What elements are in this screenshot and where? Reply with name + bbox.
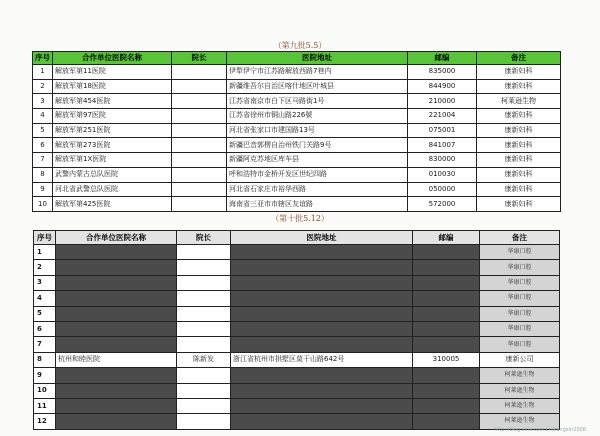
table-row	[33, 79, 561, 94]
row-note: 柯莱逊生物	[480, 398, 560, 413]
table-row	[34, 321, 560, 336]
hospital-address	[231, 245, 413, 260]
row-number: 9	[34, 368, 56, 383]
hospital-address	[231, 414, 413, 429]
hospital-name: 解放军第425医院	[53, 197, 172, 212]
hospital-name: 解放军第11医院	[53, 65, 172, 80]
hospital-name: 解放军第454医院	[53, 94, 172, 109]
row-note: 康新妇科	[477, 167, 561, 182]
hospital-address	[231, 337, 413, 352]
hospital-name	[56, 398, 177, 413]
postal-code	[413, 383, 480, 398]
postal-code	[413, 306, 480, 321]
row-note: 康新妇科	[477, 153, 561, 168]
director-name	[177, 275, 231, 290]
hospital-address	[231, 398, 413, 413]
hospital-address	[231, 275, 413, 290]
row-number: 3	[33, 94, 53, 109]
header-address: 医院地址	[231, 231, 413, 245]
row-number: 9	[33, 182, 53, 197]
row-note: 华康口腔	[480, 260, 560, 275]
director-name	[177, 414, 231, 429]
postal-code	[413, 291, 480, 306]
row-note: 华康口腔	[480, 306, 560, 321]
batch10-table	[33, 230, 560, 430]
hospital-name	[56, 337, 177, 352]
postal-code	[413, 245, 480, 260]
row-note: 华康口腔	[480, 275, 560, 290]
row-number: 6	[33, 138, 53, 153]
director-name	[177, 383, 231, 398]
hospital-address	[231, 383, 413, 398]
row-note: 华康口腔	[480, 245, 560, 260]
postal-code: 210000	[408, 94, 477, 109]
hospital-name	[56, 383, 177, 398]
batch10-header-row	[34, 231, 560, 245]
hospital-name	[56, 291, 177, 306]
row-note: 康新妇科	[477, 65, 561, 80]
header-hospital-name: 合作单位医院名称	[53, 52, 172, 65]
postal-code: 835000	[408, 65, 477, 80]
hospital-name: 河北省武警总队医院	[53, 182, 172, 197]
director-name	[177, 291, 231, 306]
table-row	[33, 123, 561, 138]
batch10-title: （第十批5.12）	[271, 214, 329, 223]
hospital-address	[231, 291, 413, 306]
postal-code: 830000	[408, 153, 477, 168]
hospital-name: 解放军第273医院	[53, 138, 172, 153]
hospital-address: 浙江省杭州市拱墅区莫干山路642号	[231, 352, 413, 367]
batch9-header-row	[33, 52, 561, 65]
header-director: 院长	[177, 231, 231, 245]
hospital-name	[56, 245, 177, 260]
row-number: 1	[33, 65, 53, 80]
row-note: 华康口腔	[480, 291, 560, 306]
director-name	[177, 321, 231, 336]
header-note: 备注	[480, 231, 560, 245]
batch9-table	[32, 51, 561, 212]
hospital-address: 河北省张家口市建国路13号	[227, 123, 408, 138]
director-name: 陈新发	[177, 352, 231, 367]
director-name	[172, 138, 227, 153]
director-name	[172, 167, 227, 182]
table-row	[34, 414, 560, 429]
table-row	[33, 138, 561, 153]
row-note: 华康口腔	[480, 321, 560, 336]
row-number: 4	[33, 109, 53, 124]
row-note: 康新公司	[480, 352, 560, 367]
table-row	[33, 197, 561, 212]
postal-code	[413, 398, 480, 413]
hospital-name: 解放军第97医院	[53, 109, 172, 124]
batch9-title: （第九批5.5）	[273, 41, 327, 50]
header-note: 备注	[477, 52, 561, 65]
hospital-name: 杭州和睦医院	[56, 352, 177, 367]
table-row	[34, 291, 560, 306]
row-note: 康新妇科	[477, 197, 561, 212]
hospital-name: 解放军第18医院	[53, 79, 172, 94]
hospital-address: 新疆维吾尔自治区喀什地区叶城县	[227, 79, 408, 94]
hospital-address: 海南省三亚市市辖区友谊路	[227, 197, 408, 212]
row-note: 华康口腔	[480, 337, 560, 352]
postal-code	[413, 260, 480, 275]
row-note: 柯莱逊生物	[477, 94, 561, 109]
row-number: 5	[33, 123, 53, 138]
hospital-name	[56, 368, 177, 383]
row-number: 1	[34, 245, 56, 260]
row-note: 康新妇科	[477, 123, 561, 138]
table-row	[34, 398, 560, 413]
hospital-address	[231, 368, 413, 383]
row-number: 10	[33, 197, 53, 212]
row-number: 11	[34, 398, 56, 413]
row-number: 7	[34, 337, 56, 352]
hospital-name: 武警内蒙古总队医院	[53, 167, 172, 182]
postal-code: 075001	[408, 123, 477, 138]
hospital-name	[56, 414, 177, 429]
header-no: 序号	[33, 52, 53, 65]
director-name	[177, 398, 231, 413]
hospital-name	[56, 321, 177, 336]
row-number: 2	[33, 79, 53, 94]
row-note: 柯莱逊生物	[480, 368, 560, 383]
table-row	[33, 65, 561, 80]
director-name	[177, 306, 231, 321]
row-note: 柯莱逊生物	[480, 383, 560, 398]
header-address: 医院地址	[227, 52, 408, 65]
postal-code	[413, 321, 480, 336]
hospital-address: 江苏省徐州市铜山路226號	[227, 109, 408, 124]
hospital-name	[56, 260, 177, 275]
hospital-address: 新疆巴音郭楞自治州铁门关路9号	[227, 138, 408, 153]
table-row	[34, 352, 560, 367]
postal-code	[413, 414, 480, 429]
row-note: 康新妇科	[477, 109, 561, 124]
table-row	[33, 94, 561, 109]
director-name	[172, 197, 227, 212]
postal-code: 844900	[408, 79, 477, 94]
director-name	[172, 123, 227, 138]
header-director: 院长	[172, 52, 227, 65]
table-row	[34, 368, 560, 383]
table-row	[34, 306, 560, 321]
director-name	[172, 94, 227, 109]
postal-code: 572000	[408, 197, 477, 212]
postal-code: 221004	[408, 109, 477, 124]
table-row	[33, 182, 561, 197]
postal-code: 841007	[408, 138, 477, 153]
director-name	[172, 182, 227, 197]
table-row	[33, 153, 561, 168]
row-note: 康新妇科	[477, 79, 561, 94]
hospital-address	[231, 306, 413, 321]
hospital-name: 解放军第251医院	[53, 123, 172, 138]
hospital-address: 新疆阿克苏地区库车县	[227, 153, 408, 168]
hospital-name	[56, 275, 177, 290]
table-row	[34, 260, 560, 275]
hospital-address	[231, 260, 413, 275]
hospital-address: 呼和浩特市金桥开发区世纪四路	[227, 167, 408, 182]
row-number: 10	[34, 383, 56, 398]
row-note: 柯莱逊生物	[480, 414, 560, 429]
hospital-address: 伊犁伊宁市江苏路解放西路7巷内	[227, 65, 408, 80]
hospital-address: 河北省石家庄市裕华西路	[227, 182, 408, 197]
postal-code: 310005	[413, 352, 480, 367]
director-name	[177, 337, 231, 352]
row-number: 5	[34, 306, 56, 321]
director-name	[172, 65, 227, 80]
hospital-name	[56, 306, 177, 321]
header-hospital-name: 合作单位医院名称	[56, 231, 177, 245]
row-number: 3	[34, 275, 56, 290]
hospital-name: 解放军第1X医院	[53, 153, 172, 168]
director-name	[177, 245, 231, 260]
table-row	[34, 245, 560, 260]
row-number: 7	[33, 153, 53, 168]
postal-code: 050000	[408, 182, 477, 197]
table-row	[33, 167, 561, 182]
header-zip: 邮编	[408, 52, 477, 65]
row-number: 8	[33, 167, 53, 182]
director-name	[177, 368, 231, 383]
postal-code	[413, 368, 480, 383]
postal-code	[413, 337, 480, 352]
header-zip: 邮编	[413, 231, 480, 245]
postal-code: 010030	[408, 167, 477, 182]
header-no: 序号	[34, 231, 56, 245]
director-name	[177, 260, 231, 275]
table-row	[33, 109, 561, 124]
blog-watermark: http://blog.sina.com.cn/kangxin2008	[494, 427, 586, 433]
row-number: 2	[34, 260, 56, 275]
director-name	[172, 153, 227, 168]
row-number: 12	[34, 414, 56, 429]
row-number: 8	[34, 352, 56, 367]
row-note: 康新妇科	[477, 182, 561, 197]
hospital-address: 江苏省南京市白下区马路街1号	[227, 94, 408, 109]
row-number: 6	[34, 321, 56, 336]
row-note: 康新妇科	[477, 138, 561, 153]
table-row	[34, 275, 560, 290]
director-name	[172, 109, 227, 124]
table-row	[34, 337, 560, 352]
director-name	[172, 79, 227, 94]
postal-code	[413, 275, 480, 290]
row-number: 4	[34, 291, 56, 306]
hospital-address	[231, 321, 413, 336]
table-row	[34, 383, 560, 398]
